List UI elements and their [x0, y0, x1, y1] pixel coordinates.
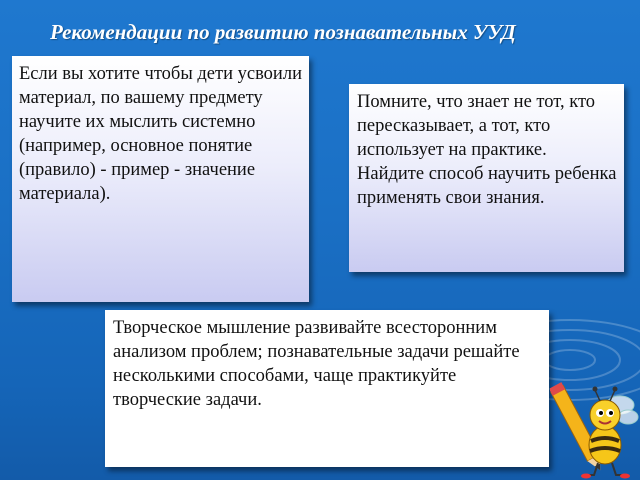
bee-with-pencil-icon: [550, 375, 640, 480]
recommendation-box-practice: Помните, что знает не тот, кто пересказывает, а тот, кто использует на практике. Найдите способ научить ребенка применять свои знания.: [349, 84, 624, 272]
recommendation-box-creative: Творческое мышление развивайте всесторонним анализом проблем; познавательные задачи решайте несколькими способами, чаще практикуйте творческие задачи.: [105, 310, 549, 467]
recommendation-box-systematic: Если вы хотите чтобы дети усвоили материал, по вашему предмету научите их мыслить системно (например, основное понятие (правило) - пример - значение материала).: [12, 56, 309, 302]
slide-title: Рекомендации по развитию познавательных УУД: [50, 20, 516, 44]
